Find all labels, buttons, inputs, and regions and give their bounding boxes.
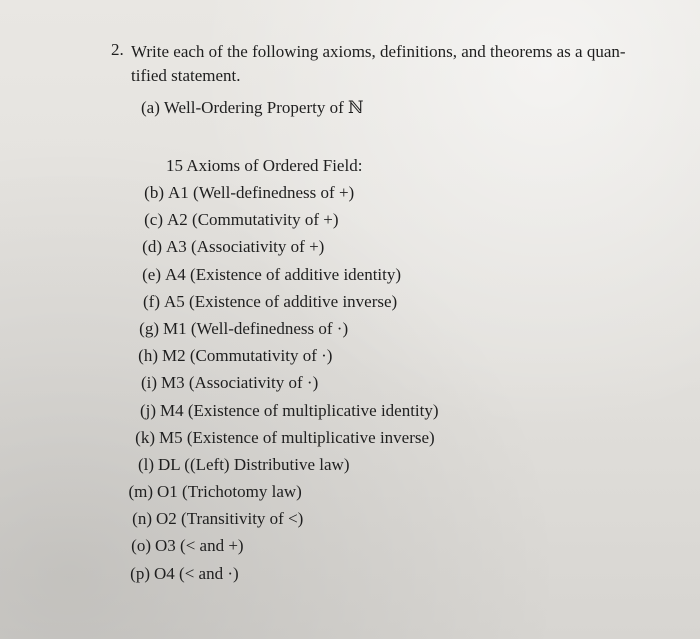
axiom-label: (j) xyxy=(139,400,156,420)
axiom-text: A5 (Existence of additive inverse) xyxy=(164,291,398,311)
axiom-label: (b) xyxy=(144,183,164,202)
axiom-item xyxy=(0,373,700,400)
axiom-text: O4 (< and ·) xyxy=(154,563,239,583)
axiom-text: A3 (Associativity of +) xyxy=(166,237,325,257)
part-a-label: (a) xyxy=(141,98,160,117)
axiom-text: A1 (Well-definedness of +) xyxy=(168,183,355,202)
axiom-label: (h) xyxy=(138,346,158,366)
axiom-text: O2 (Transitivity of <) xyxy=(156,509,304,529)
problem-statement: Write each of the following axioms, definitions, and theorems as a quan-tified statement. xyxy=(131,42,626,85)
axiom-label: (f) xyxy=(143,291,160,311)
axiom-label: (p) xyxy=(130,563,150,583)
axiom-label: (k) xyxy=(135,427,155,447)
axiom-item xyxy=(0,564,700,591)
axiom-item xyxy=(0,210,700,237)
axiom-label: (o) xyxy=(131,536,151,556)
part-a-text: Well-Ordering Property of ℕ xyxy=(163,98,364,117)
problem-number: 2. xyxy=(111,40,124,59)
axiom-text: DL ((Left) Distributive law) xyxy=(158,454,350,474)
axiom-item xyxy=(0,237,700,264)
axiom-item xyxy=(0,536,700,563)
axiom-text: M3 (Associativity of ·) xyxy=(161,373,319,393)
axiom-item xyxy=(0,292,700,319)
axiom-label: (i) xyxy=(140,373,157,393)
axiom-label: (l) xyxy=(137,454,154,474)
axiom-item xyxy=(0,482,700,509)
axiom-text: M5 (Existence of multiplicative inverse) xyxy=(159,427,435,447)
axiom-text: M1 (Well-definedness of ·) xyxy=(163,318,349,338)
axiom-item xyxy=(0,346,700,373)
axiom-text: A4 (Existence of additive identity) xyxy=(165,264,402,284)
axiom-label: (m) xyxy=(128,482,153,502)
axiom-text: O3 (< and +) xyxy=(155,536,244,556)
axiom-item xyxy=(0,455,700,482)
axiom-label: (e) xyxy=(142,264,161,284)
axiom-label: (c) xyxy=(144,210,163,230)
axiom-item xyxy=(0,265,700,292)
axiom-label: (n) xyxy=(132,509,152,529)
axiom-label: (d) xyxy=(142,237,162,257)
axiom-item xyxy=(0,401,700,428)
axiom-item xyxy=(0,509,700,536)
part-a xyxy=(141,98,364,118)
axiom-list xyxy=(0,183,700,591)
axiom-item xyxy=(0,428,700,455)
axiom-text: O1 (Trichotomy law) xyxy=(157,482,302,502)
axiom-label: (g) xyxy=(139,318,159,338)
axiom-text: M2 (Commutativity of ·) xyxy=(162,346,333,366)
axiom-text: M4 (Existence of multiplicative identity) xyxy=(160,400,439,420)
axiom-item xyxy=(0,319,700,346)
axiom-text: A2 (Commutativity of +) xyxy=(167,210,339,230)
section-heading: 15 Axioms of Ordered Field: xyxy=(166,156,363,175)
axiom-item xyxy=(0,183,700,210)
